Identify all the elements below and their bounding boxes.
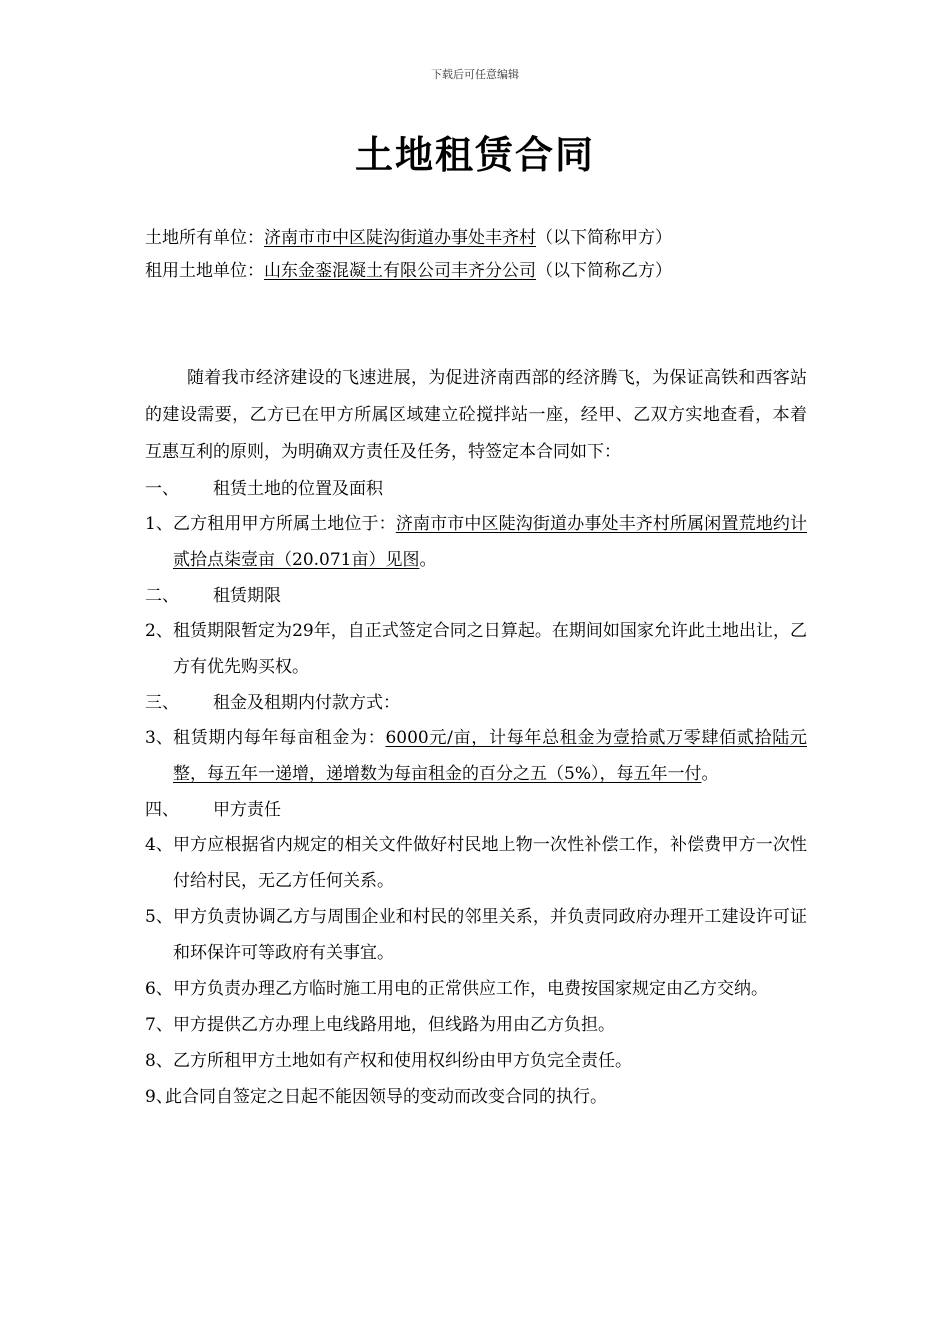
clause-number: 4、 — [145, 835, 173, 855]
contract-body — [145, 360, 807, 1115]
party-b-label: 租用土地单位： — [145, 261, 264, 281]
section-heading — [145, 794, 807, 827]
clause-number: 1、 — [145, 514, 173, 534]
section-number: 四、 — [145, 800, 179, 820]
clause-item — [145, 1079, 807, 1115]
clause-text: 租赁期内每年每亩租金为： — [173, 728, 386, 748]
clause-text-end: 。 — [419, 550, 437, 570]
clause-text: 乙方租用甲方所属土地位于： — [173, 514, 396, 534]
clause-text: 此合同自签定之日起不能因领导的变动而改变合同的执行。 — [165, 1087, 607, 1107]
party-a-name: 济南市市中区陡沟街道办事处丰齐村 — [264, 228, 536, 248]
clause-item — [145, 720, 807, 792]
clause-number: 3、 — [145, 728, 173, 748]
party-b-note: （以下简称乙方） — [536, 261, 672, 281]
party-a-line — [145, 226, 672, 250]
clause-text: 甲方提供乙方办理上电线路用地，但线路为用由乙方负担。 — [173, 1015, 615, 1035]
clause-text: 甲方应根据省内规定的相关文件做好村民地上物一次性补偿工作，补偿费甲方一次性付给村民，无乙方任何关系。 — [173, 835, 807, 891]
party-b-name: 山东金銮混凝土有限公司丰齐分公司 — [264, 261, 536, 281]
section-number: 三、 — [145, 693, 179, 713]
section-number: 二、 — [145, 586, 179, 606]
section-heading — [145, 580, 807, 613]
document-title: 土地租赁合同 — [354, 132, 595, 177]
intro-paragraph: 随着我市经济建设的飞速进展，为促进济南西部的经济腾飞，为保证高铁和西客站的建设需要，乙方已在甲方所属区域建立砼搅拌站一座，经甲、乙双方实地查看，本着互惠互利的原则，为明确双方责任及任务，特签定本合同如下： — [145, 368, 807, 462]
party-a-label: 土地所有单位： — [145, 228, 264, 248]
clause-text: 甲方负责办理乙方临时施工用电的正常供应工作，电费按国家规定由乙方交纳。 — [173, 979, 768, 999]
clause-text: 租赁期限暂定为29年，自正式签定合同之日算起。在期间如国家允许此土地出让，乙方有优先购买权。 — [173, 621, 807, 677]
clause-text-end: 。 — [701, 764, 719, 784]
clause-number: 5、 — [145, 907, 173, 927]
section-title: 租赁土地的位置及面积 — [213, 479, 383, 499]
clause-item — [145, 613, 807, 685]
clause-text: 乙方所租甲方土地如有产权和使用权纠纷由甲方负完全责任。 — [173, 1051, 632, 1071]
clause-underlined-text: 6000元/亩，计每年总租金为壹拾贰万零肆佰贰拾陆元整，每五年一递增，递增数为每亩租金的百分之五（5%），每五年一付 — [173, 728, 808, 784]
clause-item — [145, 971, 807, 1007]
clause-item — [145, 899, 807, 971]
clause-item — [145, 827, 807, 899]
clause-number: 7、 — [145, 1015, 173, 1035]
clause-item — [145, 1007, 807, 1043]
section-heading — [145, 687, 807, 720]
section-title: 租金及租期内付款方式： — [213, 693, 400, 713]
party-a-note: （以下简称甲方） — [536, 228, 672, 248]
clause-item — [145, 506, 807, 578]
clause-number: 6、 — [145, 979, 173, 999]
header-note: 下载后可任意编辑 — [431, 68, 519, 81]
section-heading — [145, 473, 807, 506]
section-title: 租赁期限 — [213, 586, 281, 606]
clause-number: 9、 — [145, 1087, 173, 1107]
clause-item — [145, 1043, 807, 1079]
clause-number: 2、 — [145, 621, 173, 641]
clause-number: 8、 — [145, 1051, 173, 1071]
party-b-line — [145, 259, 672, 283]
section-title: 甲方责任 — [213, 800, 281, 820]
clause-text: 甲方负责协调乙方与周围企业和村民的邻里关系，并负责同政府办理开工建设许可证和环保许可等政府有关事宜。 — [173, 907, 807, 963]
clause-underlined-text: 济南市市中区陡沟街道办事处丰齐村所属闲置荒地约计贰拾点柒壹亩（20.071亩）见图 — [173, 514, 808, 570]
section-number: 一、 — [145, 479, 179, 499]
